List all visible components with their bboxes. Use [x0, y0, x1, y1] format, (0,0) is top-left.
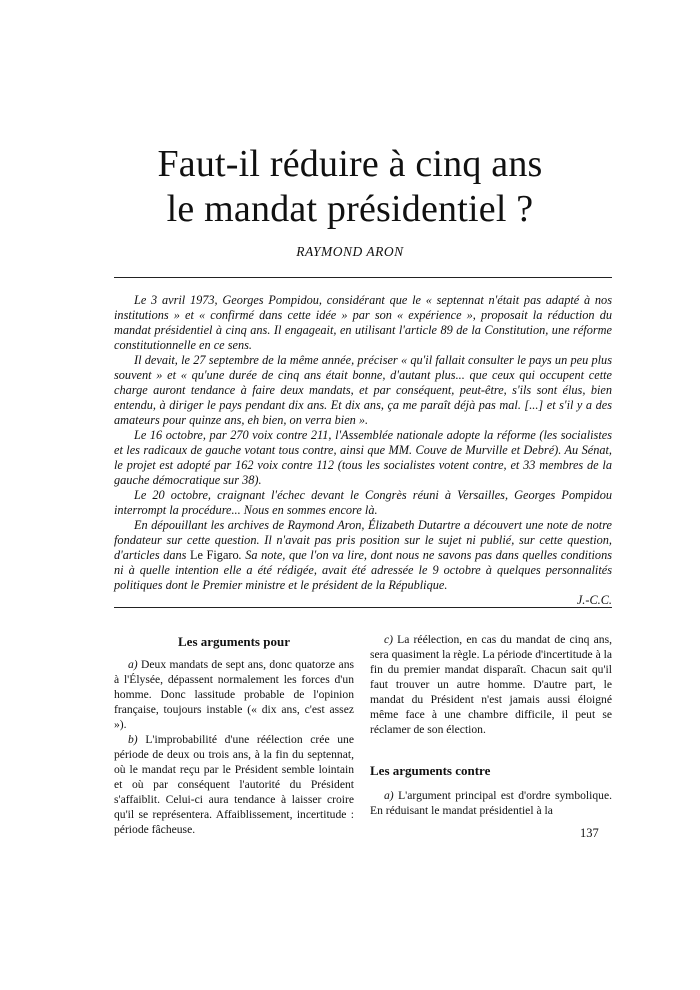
item-text: L'argument principal est d'ordre symbolique. En réduisant le mandat présidentiel à la — [370, 789, 612, 817]
intro-text: . Sa note, que l'on va lire, dont nous ne savons pas dans quelles conditions ni à quelle intention elle a été rédigée, avait été adressée le 9 octobre à quelques personnalités politiques dont le Premier ministre et le président de la République. — [114, 548, 613, 592]
item-label: a) — [128, 658, 138, 671]
section-heading-contre: Les arguments contre — [370, 763, 491, 778]
page-number: 137 — [580, 826, 599, 840]
title-line-2: le mandat présidentiel ? — [166, 188, 534, 230]
argument-paragraph — [370, 788, 612, 818]
title-line-1: Faut-il réduire à cinq ans — [157, 143, 543, 185]
article-title — [0, 142, 700, 232]
newspaper-title: Le Figaro — [190, 548, 239, 562]
intro-paragraph: Le 20 octobre, craignant l'échec devant le Congrès réuni à Versailles, Georges Pompidou interrompt la procédure... Nous en sommes encore là. — [114, 488, 612, 517]
item-text: Deux mandats de sept ans, donc quatorze ans à l'Élysée, dépassent normalement les forces d'un homme. Donc lassitude probable de l'opinion française, toujours instable (« dix ans, c'est assez »). — [114, 658, 354, 731]
intro-paragraph — [114, 518, 612, 593]
right-column — [370, 632, 612, 818]
item-text: La réélection, en cas du mandat de cinq ans, sera quasiment la règle. La période d'incertitude à la fin du premier mandat disparaît. Chacun sait qu'il faut trouver un autre homme. D'autre part, le mandat du Président n'est jamais aussi éloigné même face à une chambre difficile, il peut se réclamer de son élection. — [370, 633, 612, 736]
item-label: b) — [128, 733, 138, 746]
editor-signature: J.-C.C. — [576, 593, 612, 607]
item-text: L'improbabilité d'une réélection crée une période de deux ou trois ans, à la fin du septennat, où le mandat reçu par le Président semble lointain et où par conséquent l'autorité du Président s'affaiblit. Celui-ci aura tendance à laisser croire qu'il se représentera. Affaiblissement, incertitude : période fâcheuse. — [114, 733, 354, 836]
intro-paragraph: Le 3 avril 1973, Georges Pompidou, considérant que le « septennat n'était pas adapté à nos institutions » et « confirmé dans cette idée » par son « expérience », proposait la réduction du mandat présidentiel à cinq ans. Il engageait, en utilisant l'article 89 de la Constitution, une réforme constitutionnelle en ce sens. — [114, 293, 612, 352]
section-heading-pour: Les arguments pour — [178, 634, 290, 649]
intro-paragraph: Le 16 octobre, par 270 voix contre 211, l'Assemblée nationale adopte la réforme (les socialistes et les radicaux de gauche votant tous contre, ainsi que MM. Couve de Murville et Debré). Au Sénat, le projet est adopté par 162 voix contre 112 (tous les socialistes votent contre, et 33 membres de la gauche démocratique sur 38). — [114, 428, 612, 487]
argument-paragraph — [114, 657, 354, 732]
argument-paragraph — [370, 632, 612, 737]
editorial-introduction — [114, 293, 612, 608]
argument-paragraph — [114, 732, 354, 837]
intro-paragraph: Il devait, le 27 septembre de la même année, préciser « qu'il fallait consulter le pays un peu plus souvent » et « qu'une durée de cinq ans était bonne, d'autant plus... que ceux qui occupent cette charge auront tendance à faire deux mandats, et par conséquent, peut-être, s'ils sont élus, bien entendu, à diriger le pays pendant dix ans. Et dix ans, ça me paraît déjà pas mal. [...] et s'il y a des amateurs pour quinze ans, eh bien, on verra bien ». — [114, 353, 612, 427]
item-label: c) — [384, 633, 394, 646]
intro-text: En dépouillant les archives de Raymond Aron, Élizabeth Dutartre a découvert une note de notre fondateur sur cette question. Il n'avait pas pris position sur le sujet ni publié, sur cette question, d'articles dans — [114, 518, 612, 562]
top-divider — [114, 277, 612, 278]
author-name: RAYMOND ARON — [296, 244, 404, 259]
left-column — [114, 632, 354, 837]
bottom-divider — [114, 607, 612, 608]
item-label: a) — [384, 789, 394, 802]
